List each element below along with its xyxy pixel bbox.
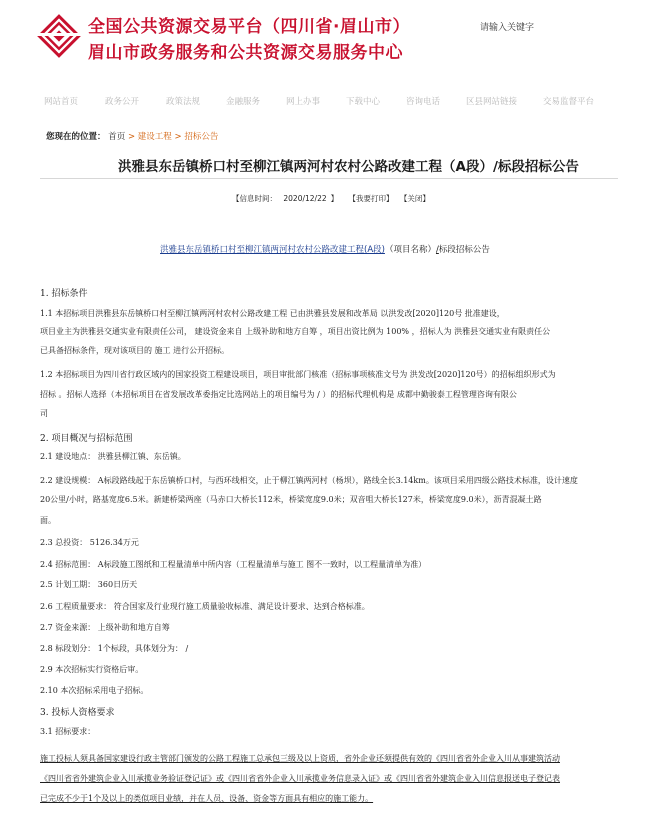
- paragraph-line: 2.5 计划工期： 360日历天: [40, 580, 138, 589]
- breadcrumb: [46, 130, 218, 142]
- paragraph-line: 2.8 标段划分： 1个标段，具体划分为： /: [40, 644, 189, 653]
- main-nav: [0, 95, 653, 119]
- close-button[interactable]: 【关闭】: [399, 194, 430, 203]
- paragraph-line: 1.2 本招标项目为四川省行政区域内的国家投资工程建设项目，项目审批部门核准（招标事项核准文号为 洪发改[2020]120号）的招标组织形式为: [40, 370, 556, 379]
- paragraph-line: 20公里/小时，路基宽度6.5米。新建桥梁两座（马赤口大桥长112米，桥梁宽度9.0米；双音咀大桥长127米，桥梁宽度9.0米），沥青混凝土路: [40, 495, 542, 504]
- paragraph-line: 司: [40, 409, 48, 418]
- paragraph-line: 已完成不少于1个及以上的类似项目业绩，并在人员、设备、资金等方面具有相应的施工能力。: [40, 794, 374, 803]
- paragraph-line: 2.3 总投资： 5126.34万元: [40, 538, 139, 547]
- section-heading: 1. 招标条件: [40, 289, 88, 299]
- paragraph-line: 项目业主为洪雅县交通实业有限责任公司， 建设资金来自 上级补助和地方自筹 ，项目出资比例为 100% ，招标人为 洪雅县交通实业有限责任公: [40, 327, 551, 336]
- paragraph-line: 2.1 建设地点： 洪雅县柳江镇、东岳镇。: [40, 452, 186, 461]
- subtitle-suffix: 招标公告: [455, 245, 490, 255]
- print-button[interactable]: 【我要打印】: [348, 194, 394, 203]
- nav-item-gov-affairs[interactable]: 政务公开: [105, 97, 140, 107]
- subtitle-slash: /: [435, 245, 439, 255]
- breadcrumb-home[interactable]: 首页: [108, 132, 126, 142]
- subtitle-section-tag: 标段: [438, 245, 456, 255]
- nav-item-hotline[interactable]: 咨询电话: [406, 97, 441, 107]
- article-meta: [232, 193, 434, 204]
- paragraph-line: 已具备招标条件，现对该项目的 施工 进行公开招标。: [40, 346, 230, 355]
- paragraph-line: 面。: [40, 516, 56, 525]
- search-input[interactable]: [480, 18, 600, 38]
- paragraph-line: 2.6 工程质量要求： 符合国家及行业现行施工质量验收标准、满足设计要求、达到合格标准。: [40, 602, 370, 611]
- breadcrumb-separator: >: [174, 132, 182, 142]
- paragraph-line: 2.2 建设规模： A标段路线起于东岳镇桥口村，与西环线相交，止于柳江镇两河村（杨坝），路线全长3.14km。该项目采用四级公路技术标准，设计速度: [40, 476, 578, 485]
- nav-item-policy[interactable]: 政策法规: [166, 97, 201, 107]
- paragraph-line: 施工投标人须具备国家建设行政主管部门颁发的公路工程施工总承包三级及以上资质，省外企业还须提供有效的《四川省省外企业入川从事建筑活动: [40, 754, 560, 763]
- site-header: [0, 0, 653, 88]
- nav-item-downloads[interactable]: 下载中心: [346, 97, 381, 107]
- breadcrumb-lead: 您现在的位置：: [46, 132, 106, 142]
- nav-item-online-service[interactable]: 网上办事: [286, 97, 321, 107]
- paragraph-line: 3.1 招标要求：: [40, 727, 96, 736]
- paragraph-line: 2.7 资金来源： 上级补助和地方自筹: [40, 623, 170, 632]
- breadcrumb-separator: >: [127, 132, 136, 142]
- publish-time-label: 【信息时间： 2020/12/22 】: [232, 194, 339, 203]
- publish-time: 2020/12/22: [283, 194, 327, 203]
- paragraph-line: 2.9 本次招标实行资格后审。: [40, 665, 144, 674]
- page-title: 洪雅县东岳镇桥口村至柳江镇两河村农村公路改建工程（A段）/标段招标公告: [118, 159, 579, 175]
- paragraph-line: 2.4 招标范围： A标段施工图纸和工程量清单中所内容（工程量清单与施工 图不一致时，以工程量清单为准）: [40, 560, 427, 569]
- paragraph-line: 《四川省省外建筑企业入川承揽业务验证登记证》或《四川省省外企业入川承揽业务信息录入证》或《四川省省外建筑企业入川信息报送电子登记表: [40, 774, 560, 783]
- paragraph-line: 招标 。招标人选择（本招标项目在省发展改革委指定比选网站上的项目编号为 / ）的招标代理机构是 成都中勤骏泰工程管理咨询有限公: [40, 390, 517, 399]
- subtitle-project-tag: （项目名称）: [384, 245, 436, 255]
- site-logo-icon[interactable]: [36, 13, 82, 59]
- nav-item-supervision[interactable]: 交易监督平台: [543, 97, 595, 107]
- notice-subtitle: [160, 243, 490, 255]
- title-divider: [40, 178, 618, 179]
- paragraph-line: 2.10 本次招标采用电子招标。: [40, 686, 149, 695]
- subtitle-project: 洪雅县东岳镇桥口村至柳江镇两河村农村公路改建工程(A段): [160, 245, 385, 255]
- nav-item-county-links[interactable]: 区县网站链接: [466, 97, 518, 107]
- breadcrumb-construction[interactable]: 建设工程: [137, 132, 172, 142]
- nav-item-home[interactable]: 网站首页: [44, 97, 79, 107]
- nav-item-finance[interactable]: 金融服务: [226, 97, 261, 107]
- site-title-secondary: 眉山市政务服务和公共资源交易服务中心: [88, 43, 403, 63]
- section-heading: 3. 投标人资格要求: [40, 708, 115, 718]
- breadcrumb-tender-notice[interactable]: 招标公告: [184, 132, 219, 142]
- section-heading: 2. 项目概况与招标范围: [40, 434, 133, 444]
- site-title-primary: 全国公共资源交易平台（四川省·眉山市）: [88, 17, 410, 37]
- paragraph-line: 1.1 本招标项目洪雅县东岳镇桥口村至柳江镇两河村农村公路改建工程 已由洪雅县发展和改革局 以洪发改[2020]120号 批准建设，: [40, 309, 505, 318]
